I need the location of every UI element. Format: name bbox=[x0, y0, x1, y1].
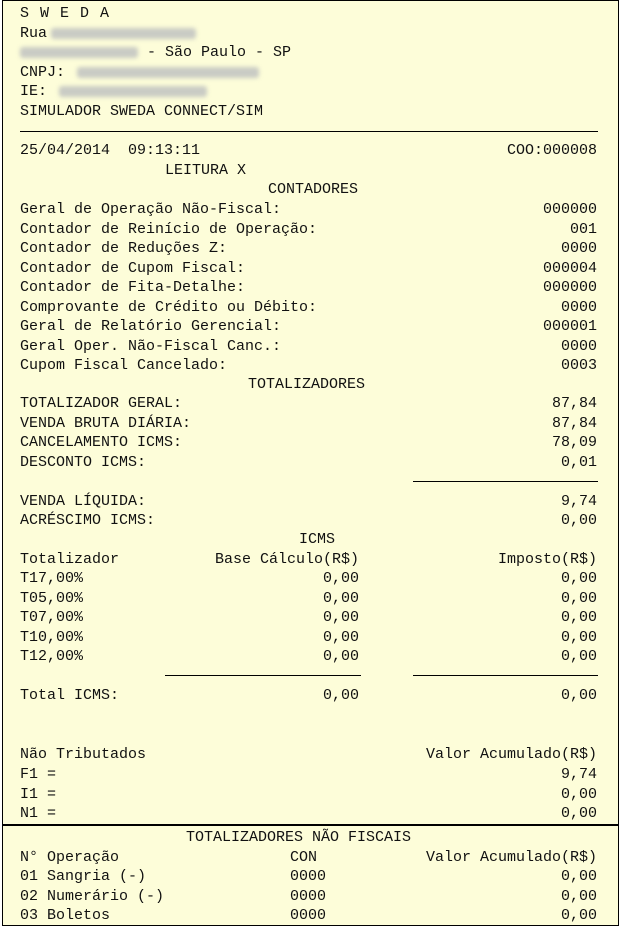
nf-operation: 02 Numerário (-) bbox=[20, 887, 165, 905]
icms-base: 0,00 bbox=[322, 628, 359, 646]
fiscal-receipt bbox=[2, 0, 619, 926]
nt-name: N1 = bbox=[20, 805, 57, 822]
col-valor-acumulado: Valor Acumulado(R$) bbox=[425, 849, 597, 866]
nf-con: 0000 bbox=[290, 868, 327, 885]
icms-col-base: Base Cálculo(R$) bbox=[214, 551, 359, 568]
col-con: CON bbox=[290, 849, 318, 866]
nf-operation: 01 Sangria (-) bbox=[20, 868, 147, 885]
icms-base: 0,00 bbox=[322, 648, 359, 665]
venda-liquida-label: VENDA LÍQUIDA: bbox=[20, 493, 147, 510]
counter-label: Contador de Cupom Fiscal: bbox=[20, 259, 246, 277]
section-separator bbox=[3, 824, 618, 826]
ie-label: IE: bbox=[20, 83, 48, 100]
counter-label: Geral de Operação Não-Fiscal: bbox=[20, 201, 282, 218]
counter-value: 000004 bbox=[542, 259, 597, 277]
simulator-name: SIMULADOR SWEDA CONNECT/SIM bbox=[20, 103, 264, 120]
counter-value: 000000 bbox=[542, 201, 597, 218]
redacted-district bbox=[20, 47, 138, 58]
counter-label: Cupom Fiscal Cancelado: bbox=[20, 357, 228, 374]
icms-rate: T07,00% bbox=[20, 609, 84, 626]
coo-number: COO:000008 bbox=[506, 142, 597, 159]
nao-tributados-label: Não Tributados bbox=[20, 746, 147, 763]
nf-operation: 03 Boletos bbox=[20, 907, 111, 924]
acrescimo-value: 0,00 bbox=[560, 512, 597, 529]
report-title: LEITURA X bbox=[165, 162, 247, 179]
icms-imposto: 0,00 bbox=[560, 609, 597, 626]
datetime: 25/04/2014 09:13:11 bbox=[20, 142, 201, 159]
total-icms-base: 0,00 bbox=[322, 687, 359, 704]
cnpj-line bbox=[20, 63, 259, 83]
ie-line bbox=[20, 82, 207, 102]
nt-name: I1 = bbox=[20, 785, 57, 803]
counter-value: 000001 bbox=[542, 318, 597, 335]
icms-base-divider bbox=[165, 675, 361, 676]
totalizer-value: 87,84 bbox=[551, 395, 597, 412]
totalizer-value: 87,84 bbox=[551, 414, 597, 432]
redacted-cnpj bbox=[77, 67, 259, 78]
icms-imposto: 0,00 bbox=[560, 570, 597, 587]
nt-name: F1 = bbox=[20, 766, 57, 783]
nf-value: 0,00 bbox=[560, 907, 597, 924]
total-icms-label: Total ICMS: bbox=[20, 687, 120, 704]
counter-label: Contador de Reduções Z: bbox=[20, 240, 228, 257]
nf-value: 0,00 bbox=[560, 868, 597, 885]
icms-imposto: 0,00 bbox=[560, 628, 597, 646]
acrescimo-label: ACRÉSCIMO ICMS: bbox=[20, 512, 156, 529]
redacted-ie bbox=[59, 86, 207, 97]
counter-value: 0000 bbox=[560, 337, 597, 355]
totalizer-value: 78,09 bbox=[551, 434, 597, 451]
totalizer-label: CANCELAMENTO ICMS: bbox=[20, 434, 183, 451]
totalizer-label: DESCONTO ICMS: bbox=[20, 453, 147, 471]
counter-label: Geral de Relatório Gerencial: bbox=[20, 318, 282, 335]
nf-con: 0000 bbox=[290, 907, 327, 924]
totalizadores-heading: TOTALIZADORES bbox=[248, 376, 366, 393]
counter-value: 000000 bbox=[542, 279, 597, 296]
icms-imposto-divider bbox=[413, 675, 598, 676]
counter-label: Contador de Reinício de Operação: bbox=[20, 220, 318, 238]
icms-col-imposto: Imposto(R$) bbox=[497, 551, 597, 568]
nt-value: 9,74 bbox=[560, 766, 597, 783]
icms-rate: T05,00% bbox=[20, 589, 84, 607]
icms-base: 0,00 bbox=[322, 609, 359, 626]
nt-value: 0,00 bbox=[560, 805, 597, 822]
city-label: - São Paulo - SP bbox=[138, 44, 292, 61]
nt-value: 0,00 bbox=[560, 785, 597, 803]
counter-value: 0003 bbox=[560, 357, 597, 374]
icms-base: 0,00 bbox=[322, 589, 359, 607]
icms-heading: ICMS bbox=[299, 531, 336, 548]
icms-rate: T10,00% bbox=[20, 628, 84, 646]
totalizer-label: VENDA BRUTA DIÁRIA: bbox=[20, 414, 192, 432]
address-street bbox=[20, 24, 196, 44]
col-operacao: N° Operação bbox=[20, 849, 120, 866]
venda-liquida-value: 9,74 bbox=[560, 493, 597, 510]
total-icms-imposto: 0,00 bbox=[560, 687, 597, 704]
icms-base: 0,00 bbox=[322, 570, 359, 587]
icms-rate: T12,00% bbox=[20, 648, 84, 665]
counter-label: Comprovante de Crédito ou Débito: bbox=[20, 298, 318, 316]
totalizer-label: TOTALIZADOR GERAL: bbox=[20, 395, 183, 412]
nf-con: 0000 bbox=[290, 887, 327, 905]
valor-acumulado-label: Valor Acumulado(R$) bbox=[425, 746, 597, 763]
counter-value: 0000 bbox=[560, 298, 597, 316]
icms-col-totalizador: Totalizador bbox=[20, 551, 120, 568]
cnpj-label: CNPJ: bbox=[20, 64, 66, 81]
contadores-heading: CONTADORES bbox=[268, 181, 359, 198]
counter-label: Geral Oper. Não-Fiscal Canc.: bbox=[20, 337, 282, 355]
brand-name: S W E D A bbox=[20, 5, 111, 22]
nao-fiscais-heading: TOTALIZADORES NÃO FISCAIS bbox=[186, 829, 412, 846]
street-label: Rua bbox=[20, 25, 48, 42]
icms-imposto: 0,00 bbox=[560, 589, 597, 607]
nf-value: 0,00 bbox=[560, 887, 597, 905]
redacted-street bbox=[51, 28, 196, 39]
icms-imposto: 0,00 bbox=[560, 648, 597, 665]
subtotal-divider bbox=[413, 481, 598, 482]
header-divider bbox=[20, 131, 598, 132]
counter-label: Contador de Fita-Detalhe: bbox=[20, 279, 246, 296]
address-city bbox=[20, 43, 291, 63]
counter-value: 001 bbox=[569, 220, 597, 238]
counter-value: 0000 bbox=[560, 240, 597, 257]
icms-rate: T17,00% bbox=[20, 570, 84, 587]
totalizer-value: 0,01 bbox=[560, 453, 597, 471]
